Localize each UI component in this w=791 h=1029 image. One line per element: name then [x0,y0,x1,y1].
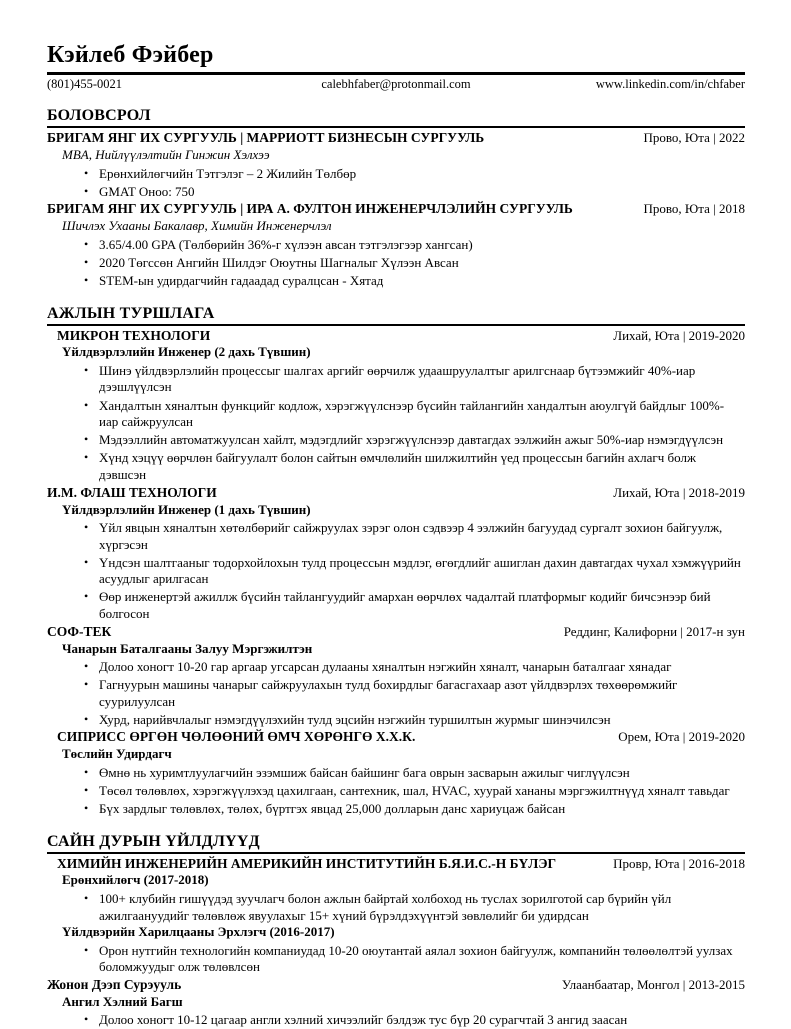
job-title: Төслийн Удирдагч [62,746,172,762]
bullet-text: Орон нутгийн технологийн компаниудад 10-20 оюутантай аялал зохион байгуулж, компанийн төлөөлөлтэй уулзах боломжуудыг олж төлөвлсөн [99,942,733,975]
location-date: Реддинг, Калифорни | 2017-н зун [563,623,745,639]
bullet-marker: • [84,272,89,287]
bullet-marker: • [84,800,89,815]
location-date: Прово, Юта | 2018 [643,201,745,217]
bullet-item [47,589,745,622]
volunteer-entry [47,977,745,1029]
bullet-marker: • [84,711,89,726]
contact-row [47,77,745,92]
header-divider [47,72,745,75]
bullet-list [47,1012,745,1029]
role-title: Ерөнхийлөгч (2017-2018) [62,872,209,888]
bullet-text: Өөр инженертэй ажиллж бүсийн тайлангуудийг амархан өөрчлөх чадалтай платформыг кодийг бичсэнээр бий болгосон [99,589,711,622]
company-name: МИКРОН ТЕХНОЛОГИ [57,327,211,343]
job-title: Үйлдвэрлэлийн Инженер (1 дахь Түвшин) [62,501,311,517]
bullet-item [47,273,745,290]
bullet-item [47,398,745,431]
company-name: СОФ-ТЕК [47,623,112,639]
degree-line: Шичлэх Ухааны Бакалавр, Химийн Инженерчлэл [62,218,332,234]
entry-header-row [47,729,745,746]
bullet-marker: • [84,658,89,673]
bullet-marker: • [84,432,89,447]
bullet-text: GMAT Оноо: 750 [99,183,195,199]
volunteer-heading: САЙН ДУРЫН ҮЙЛДЛҮҮД [47,833,745,854]
bullet-text: Долоо хоногт 10-12 цагаар англи хэлний хичээлийг бэлдэж тус бүр 20 сурагчтай 3 ангид заасан [99,1012,628,1028]
bullet-marker: • [84,589,89,604]
bullet-list [47,166,745,201]
bullet-item [47,801,745,818]
bullet-list [47,943,745,976]
bullet-marker: • [84,397,89,412]
degree-line: MBA, Нийлүүлэлтийн Гинжин Хэлхээ [62,147,270,163]
bullet-text: Хандалтын хяналтын функцийг кодлож, хэрэгжүүлснээр бүсийн тайлангийн хандалтын аюулгүй байдлыг 100%-иар сайжруулсан [99,397,725,430]
location-date: Орем, Юта | 2019-2020 [618,729,745,745]
bullet-marker: • [84,554,89,569]
bullet-text: Хурд, нарийвчлалыг нэмэгдүүлэхийн тулд эцсийн нэгжийн туршилтын журмыг шинэчилсэн [99,711,611,727]
bullet-text: Төсөл төлөвлөх, хэрэгжүүлэхэд цахилгаан, сантехник, шал, HVAC, хуурай хананы мэргэжилтнүүд хяналт тавьдаг [99,782,730,798]
entry-header-row [47,485,745,502]
bullet-list [47,659,745,729]
bullet-marker: • [84,165,89,180]
person-name: Кэйлеб Фэйбер [47,42,214,68]
bullet-item [47,765,745,782]
bullet-list [47,363,745,484]
company-name: СИПРИСС ӨРГӨН ЧӨЛӨӨНИЙ ӨМЧ ХӨРӨНГӨ Х.Х.К. [57,729,416,745]
contact-linkedin: www.linkedin.com/in/chfaber [595,77,746,92]
job-title: Үйлдвэрлэлийн Инженер (2 дахь Түвшин) [62,344,311,360]
role-title: Үйлдвэрийн Харилцааны Эрхлэгч (2016-2017) [62,924,335,940]
school-name: БРИГАМ ЯНГ ИХ СУРГУУЛЬ | ИРА А. ФУЛТОН ИНЖЕНЕРЧЛЭЛИЙН СУРГУУЛЬ [47,201,573,217]
bullet-text: Өмнө нь хуримтлуулагчийн эзэмшиж байсан байшинг бага оврын засварын ажилыг чиглүүлсэн [99,764,630,780]
bullet-list [47,520,745,623]
bullet-text: Шинэ үйлдвэрлэлийн процессыг шалгах аргийг өөрчилж удаашруулалтыг арилгснаар бүтээмжийг 40%-иар дээшлүүлсэн [99,362,696,395]
bullet-item [47,184,745,201]
entry-header-row [47,130,745,147]
bullet-list [47,891,745,924]
bullet-text: Бүх зардлыг төлөвлөх, төлөх, бүртгэх явцад 25,000 долларын данс хариуцаж байсан [99,800,566,816]
bullet-marker: • [84,677,89,692]
role-title: Ангил Хэлний Багш [62,993,183,1009]
section-education [47,107,745,289]
bullet-item [47,432,745,449]
bullet-list [47,237,745,290]
bullet-marker: • [84,764,89,779]
bullet-item [47,450,745,483]
bullet-item [47,166,745,183]
bullet-item [47,712,745,729]
section-experience [47,305,745,818]
bullet-marker: • [84,890,89,905]
bullet-marker: • [84,236,89,251]
entry-header-row [47,977,745,994]
bullet-text: Хүнд хэцүү өөрчлөн байгуулалт болон сайтын өмчлөлийн шилжилтийн үед процессын багийн ахлагч болж дэвшсэн [99,450,696,483]
bullet-text: 3.65/4.00 GPA (Төлбөрийн 36%-г хүлээн авсан тэтгэлэгээр хангсан) [99,236,473,252]
section-volunteer [47,833,745,1029]
location-date: Улаанбаатар, Монгол | 2013-2015 [561,976,745,992]
company-name: И.М. ФЛАШ ТЕХНОЛОГИ [47,484,217,500]
experience-entry [47,328,745,484]
bullet-text: Үйл явцын хяналтын хөтөлбөрийг сайжруулах зэрэг олон сэдвээр 4 ээлжийн багуудад сургалт зохион байгуулж, хүргэсэн [99,519,723,552]
bullet-item [47,943,745,976]
organization-name: Жонон Дээп Сурэууль [47,976,182,992]
bullet-text: Долоо хоногт 10-20 гар аргаар угсарсан дулааны хяналтын нэгжийн хяналт, чанарын баталгааг хянадаг [99,658,672,674]
location-date: Прово, Юта | 2022 [643,130,745,146]
education-heading: БОЛОВСРОЛ [47,107,745,128]
bullet-text: 100+ клубийн гишүүдэд зуучлагч болон ажлын байртай холбоход нь туслах зорилготой сар бүрийн үйл ажилгаануудийг төлөвлөж явуулахыг 15+ хүний бүрэлдэхүүнтэй зөвлөлийг би удирдсан [99,890,672,923]
contact-phone: (801)455-0021 [47,77,122,92]
experience-entry [47,729,745,817]
location-date: Провр, Юта | 2016-2018 [613,855,745,871]
bullet-marker: • [84,519,89,534]
organization-name: ХИМИЙН ИНЖЕНЕРИЙН АМЕРИКИЙН ИНСТИТУТИЙН Б.Я.И.С.-Н БҮЛЭГ [57,855,557,871]
bullet-item [47,555,745,588]
education-entry [47,130,745,200]
entry-header-row [47,328,745,345]
bullet-item [47,659,745,676]
school-name: БРИГАМ ЯНГ ИХ СУРГУУЛЬ | МАРРИОТТ БИЗНЕСЫН СУРГУУЛЬ [47,130,485,146]
entry-header-row [47,856,745,873]
contact-email: calebhfaber@protonmail.com [321,77,471,92]
bullet-marker: • [84,782,89,797]
entry-header-row [47,624,745,641]
experience-entry [47,624,745,729]
bullet-item [47,677,745,710]
entry-header-row [47,201,745,218]
bullet-item [47,520,745,553]
volunteer-entry [47,856,745,976]
bullet-item [47,1012,745,1029]
bullet-marker: • [84,1012,89,1027]
experience-heading: АЖЛЫН ТУРШЛАГА [47,305,745,326]
bullet-marker: • [84,183,89,198]
bullet-text: Үндсэн шалтгааныг тодорхойлохын тулд процессын мэдлэг, өгөгдлийг ашиглан дахин давтагдах чухал хэмжүүрийн асуудлыг арилгасан [99,554,741,587]
bullet-item [47,783,745,800]
bullet-text: Мэдээллийн автоматжуулсан хайлт, мэдэгдлийг хэрэгжүүлснээр давтагдах ээлжийн ажыг 50%-иар нэмэгдүүлсэн [99,432,724,448]
location-date: Лихай, Юта | 2018-2019 [613,484,745,500]
experience-entry [47,485,745,623]
bullet-item [47,237,745,254]
bullet-text: 2020 Төгссөн Ангийн Шилдэг Оюутны Шагналыг Хүлээн Авсан [99,254,459,270]
bullet-marker: • [84,254,89,269]
bullet-item [47,255,745,272]
bullet-marker: • [84,362,89,377]
location-date: Лихай, Юта | 2019-2020 [613,327,745,343]
bullet-text: Гагнуурын машины чанарыг сайжруулахын тулд бохирдлыг багасгахаар азот үйлдвэрлэх төхөөрөмжийг суурилуулсан [99,677,678,709]
bullet-list [47,765,745,818]
bullet-item [47,891,745,924]
bullet-item [47,363,745,396]
education-entry [47,201,745,289]
bullet-text: Ерөнхийлөгчийн Тэтгэлэг – 2 Жилийн Төлбөр [99,165,357,181]
bullet-text: STEM-ын удирдагчийн гадаадад суралцсан - Хятад [99,272,384,288]
bullet-marker: • [84,942,89,957]
job-title: Чанарын Баталгааны Залуу Мэргэжилтэн [62,640,313,656]
bullet-marker: • [84,450,89,465]
